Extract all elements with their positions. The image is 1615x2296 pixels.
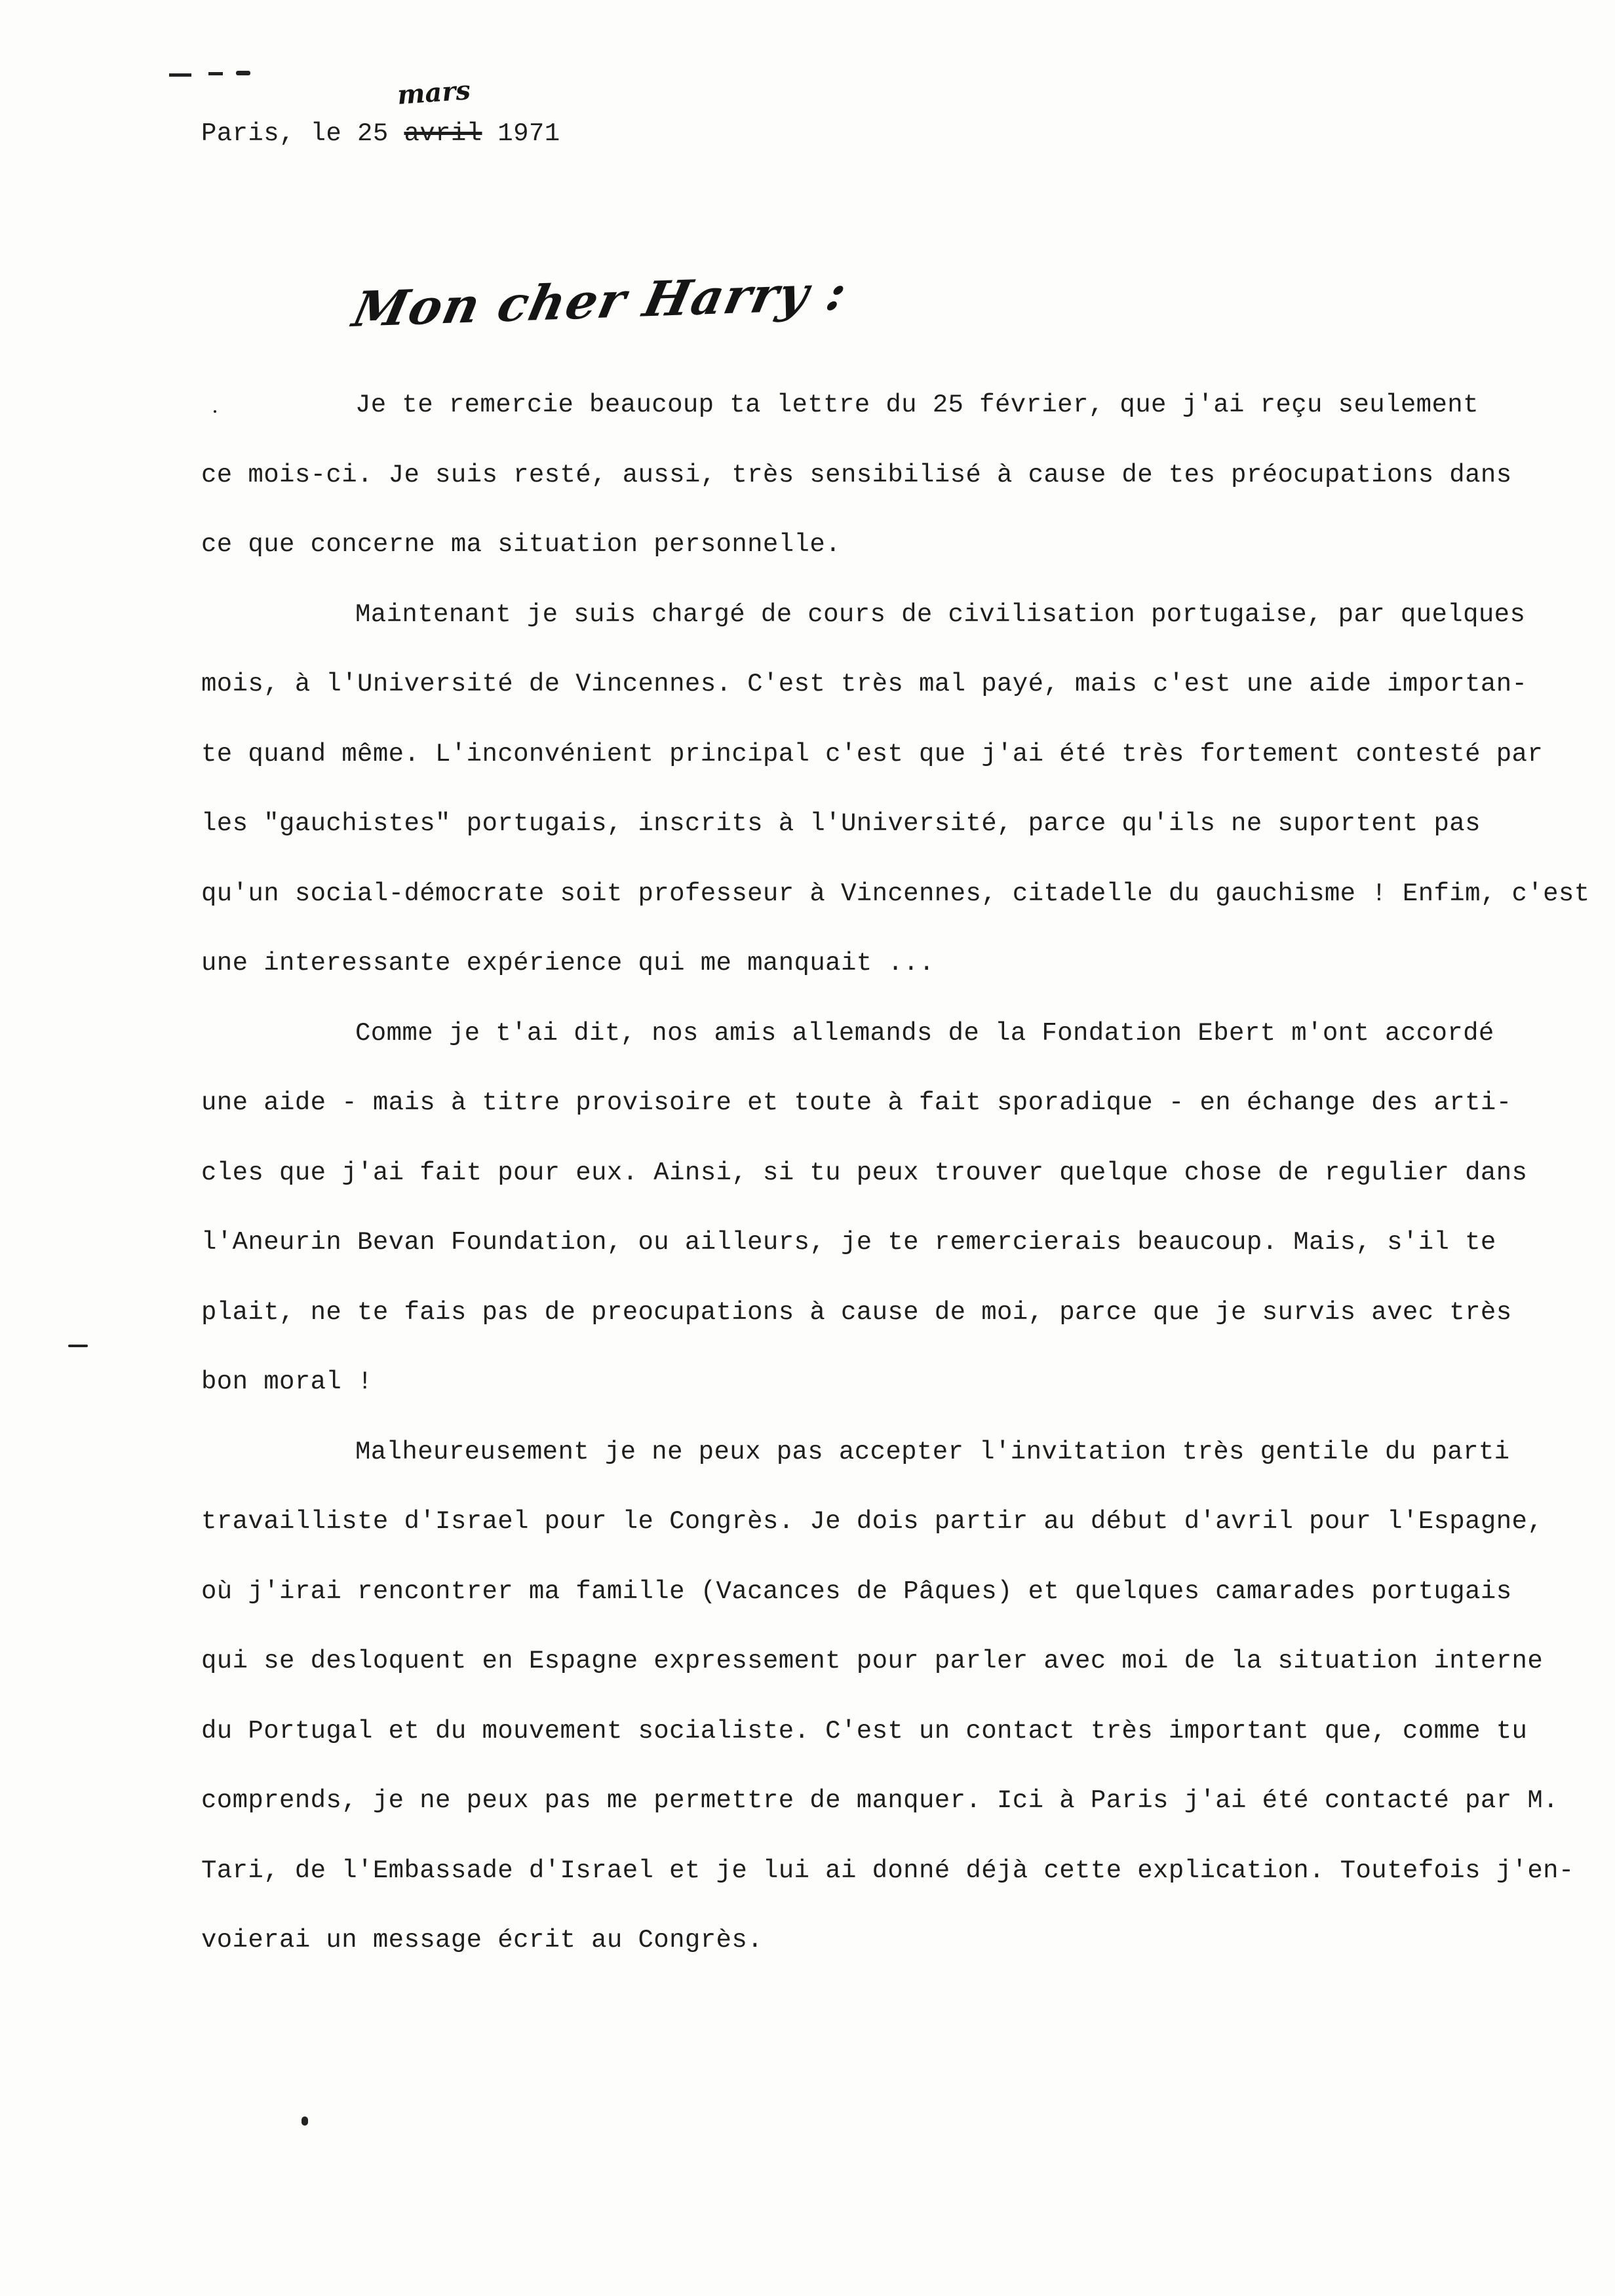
body-line: une aide - mais à titre provisoire et toute à fait sporadique - en échange des arti- [201, 1088, 1512, 1117]
ink-mark [208, 72, 223, 75]
date-line [201, 119, 560, 148]
body-line: bon moral ! [201, 1368, 373, 1396]
date-handwritten-correction: mars [396, 75, 472, 111]
body-line: ce que concerne ma situation personnelle. [201, 530, 841, 559]
body-line: Comme je t'ai dit, nos amis allemands de la Fondation Ebert m'ont accordé [355, 1018, 1494, 1048]
letter-body [201, 387, 1590, 1992]
ink-mark [68, 1345, 88, 1347]
salutation: Mon cher Harry : [347, 265, 853, 338]
ink-mark [236, 71, 250, 75]
body-line: travailliste d'Israel pour le Congrès. Je dois partir au début d'avril pour l'Espagne, [201, 1507, 1544, 1536]
body-line: du Portugal et du mouvement socialiste. C'est un contact très important que, comme tu [201, 1716, 1528, 1746]
body-line: mois, à l'Université de Vincennes. C'est très mal payé, mais c'est une aide importan- [201, 670, 1528, 698]
ink-mark [214, 410, 216, 413]
body-line: où j'irai rencontrer ma famille (Vacances de Pâques) et quelques camarades portugais [201, 1577, 1512, 1606]
ink-mark [302, 2116, 308, 2126]
body-line: voierai un message écrit au Congrès. [201, 1926, 763, 1955]
body-line: Je te remercie beaucoup ta lettre du 25 février, que j'ai reçu seulement [355, 391, 1479, 419]
body-line: cles que j'ai fait pour eux. Ainsi, si tu peux trouver quelque chose de regulier dans [201, 1158, 1528, 1187]
body-line: qui se desloquent en Espagne expressement pour parler avec moi de la situation interne [201, 1647, 1544, 1675]
body-line: plait, ne te fais pas de preocupations à cause de moi, parce que je survis avec très [201, 1297, 1512, 1327]
body-line: qu'un social-démocrate soit professeur à Vincennes, citadelle du gauchisme ! Enfim, c'est [201, 879, 1590, 908]
body-line: les "gauchistes" portugais, inscrits à l'Université, parce qu'ils ne suportent pas [201, 809, 1481, 838]
body-line: Tari, de l'Embassade d'Israel et je lui ai donné déjà cette explication. Toutefois j'en- [201, 1856, 1574, 1885]
body-line: une interessante expérience qui me manquait ... [201, 949, 935, 978]
date-struck-word: avril [404, 119, 482, 148]
body-line: l'Aneurin Bevan Foundation, ou ailleurs, je te remercierais beaucoup. Mais, s'il te [201, 1228, 1496, 1257]
ink-mark [169, 73, 191, 77]
date-prefix: Paris, le 25 [201, 119, 404, 148]
date-year: 1971 [482, 119, 560, 148]
body-line: ce mois-ci. Je suis resté, aussi, très sensibilisé à cause de tes préocupations dans [201, 460, 1512, 489]
body-line: comprends, je ne peux pas me permettre de manquer. Ici à Paris j'ai été contacté par M. [201, 1786, 1559, 1815]
body-line: Maintenant je suis chargé de cours de civilisation portugaise, par quelques [355, 600, 1526, 629]
body-line: Malheureusement je ne peux pas accepter l'invitation très gentile du parti [355, 1437, 1510, 1466]
body-line: te quand même. L'inconvénient principal c'est que j'ai été très fortement contesté par [201, 739, 1544, 769]
